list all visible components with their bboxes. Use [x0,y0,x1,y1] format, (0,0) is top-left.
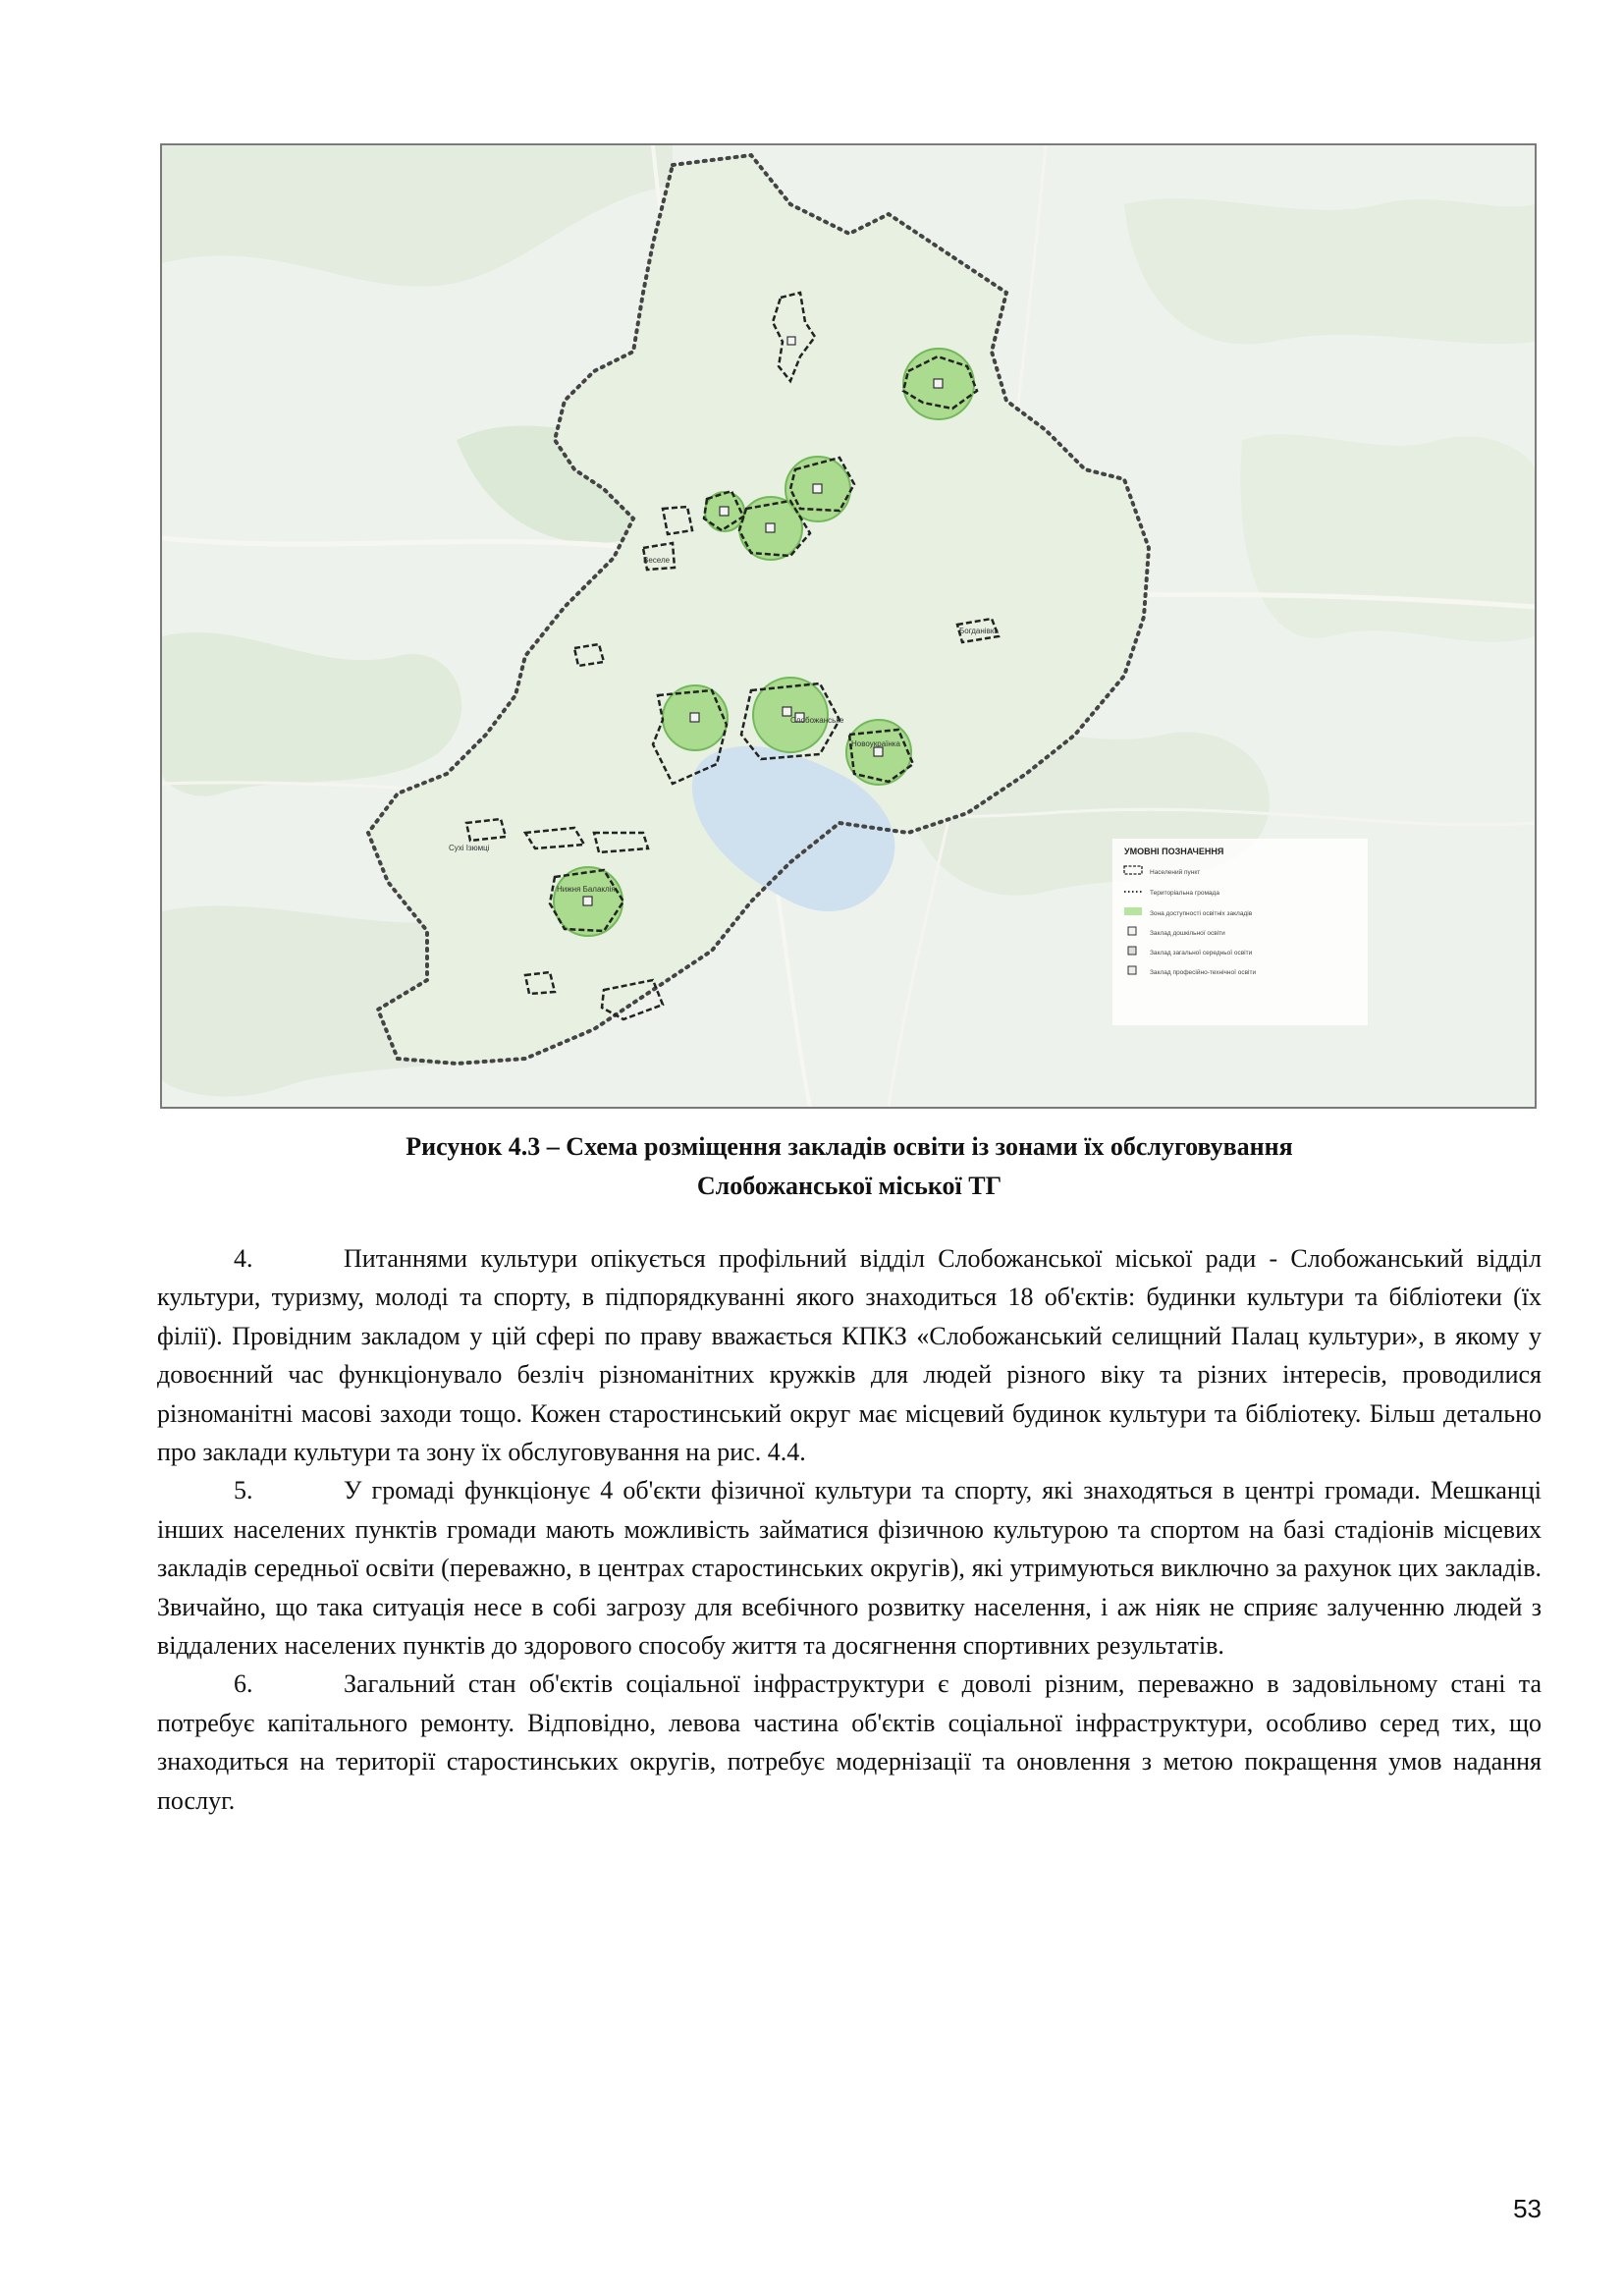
legend-item-label: Заклад дошкільної освіти [1150,930,1225,937]
caption-line-2: Слобожанської міської ТГ [696,1172,1002,1200]
paragraph [157,1239,1542,1471]
legend-item-label: Заклад загальної середньої освіти [1150,950,1253,957]
map-canvas [162,145,1535,1107]
caption-line-1: Рисунок 4.3 – Схема розміщення закладів освіти із зонами їх обслуговування [406,1132,1293,1161]
school-icon [1128,947,1136,955]
settlement-label: Сухі Ізюмці [449,844,490,852]
forest-area [1124,198,1535,344]
settlement-label: Нижня Балаклія [557,885,616,894]
map-legend [1112,839,1368,1025]
forest-area [1240,434,1535,642]
settlement-label: Веселе [643,556,671,565]
service-zone-icon [1124,907,1142,915]
settlement-label: Новоукраїнка [851,739,900,748]
paragraph [157,1665,1542,1820]
legend-item-label: Населений пункт [1150,869,1201,876]
legend-title: УМОВНІ ПОЗНАЧЕННЯ [1124,847,1224,856]
preschool-icon [1128,927,1136,935]
legend-item-label: Заклад професійно-технічної освіти [1150,969,1257,976]
legend-item-label: Зона доступності освітніх закладів [1150,910,1253,917]
legend-item-label: Територіальна громада [1150,890,1219,897]
vocational-icon [1128,966,1136,974]
page-number: 53 [1513,2194,1542,2223]
paragraph-text: Загальний стан об'єктів соціальної інфраструктури є доволі різним, переважно в задовільному стані та потребує капітального ремонту. Відповідно, левова частина об'єктів соціальної інфраструктури, особливо серед тих, що знаходиться на території старостинських округів, потребує модернізації та оновлення з метою покращення умов надання послуг. [157,1669,1542,1815]
map-figure [160,143,1537,1109]
figure-caption [157,1127,1542,1206]
paragraph [157,1471,1542,1665]
paragraph-number: 5. [234,1476,253,1505]
paragraph-text: Питаннями культури опікується профільний відділ Слобожанської міської ради - Слобожанський відділ культури, туризму, молоді та спорту, в підпорядкуванні якого знаходиться 18 об'єктів: будинки культури та бібліотеки (їх філії). Провідним закладом у цій сфері по праву вважається КПКЗ «Слобожанський селищний Палац культури», в якому у довоєнний час функціонувало безліч різноманітних кружків для людей різного віку та різних інтересів, проводилися різноманітні масові заходи тощо. Кожен старостинський округ має місцевий будинок культури та бібліотеку. Більш детально про заклади культури та зону їх обслуговування на рис. 4.4. [157,1244,1542,1467]
paragraph-number: 4. [234,1244,253,1273]
paragraph-number: 6. [234,1669,253,1699]
settlement-label: Богданівка [959,627,999,635]
body-text [157,1239,1542,1820]
paragraph-text: У громаді функціонує 4 об'єкти фізичної культури та спорту, які знаходяться в центрі громади. Мешканці інших населених пунктів громади мають можливість займатися фізичною культурою та спортом на базі стадіонів місцевих закладів середньої освіти (переважно, в центрах старостинських округів), які утримуються виключно за рахунок цих закладів. Звичайно, що така ситуація несе в собі загрозу для всебічного розвитку населення, і аж ніяк не сприяє залученню людей з віддалених населених пунктів до здорового способу життя та досягнення спортивних результатів. [157,1476,1542,1661]
settlement-label: Слобожанське [790,716,844,725]
